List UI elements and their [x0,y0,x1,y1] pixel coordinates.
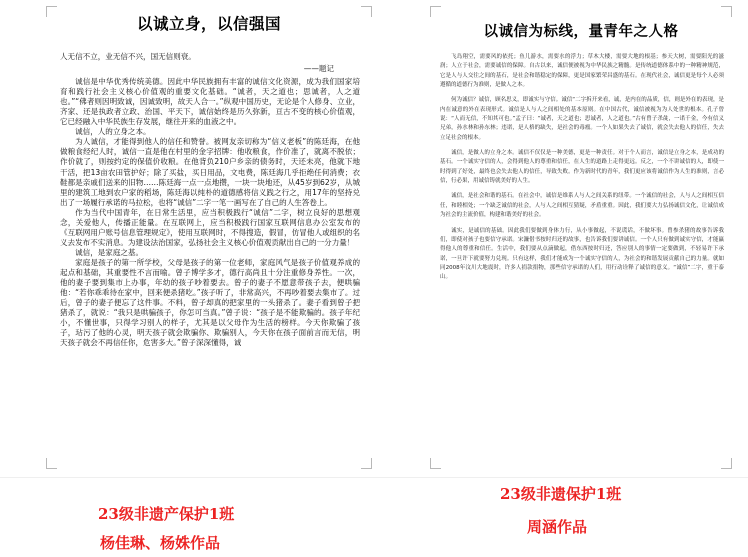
right-essay-title: 以诚信为标线，量青年之人格 [483,24,679,40]
right-essay-paragraph: 诚信，是社会和谐的基石。在社会中，诚信是维系人与人之间关系的纽带。一个诚信的社会，人与人之间相互信任，和睦相处；一个缺乏诚信的社会，人与人之间相互猜疑，矛盾重重。因此，我们要大力弘扬诚信文化，让诚信成为社会的主流价值，构建和谐美好的社会。 [440,193,724,219]
corner-mark [46,6,57,17]
right-essay-paragraph: 诚实，是诚信的基础。因此我们要做到身体力行，从小事做起，不说谎话，不做坏事。曾参杀猪的故事告诉我们，即使对孩子也要信守承诺。宋濂借书按时归还的故事，也告诉我们要讲诚信。一个人只有做到诚实守信，才能赢得他人的尊重和信任。生活中，我们要从点滴做起，借东西按时归还，答应别人的事情一定要做到，不轻易许下承诺，一旦许下就要努力兑现。只有这样，我们才能成为一个诚实守信的人，为社会的和谐发展贡献自己的力量。就如同2008年汶川大地震时，许多人捐款捐物，那些信守承诺的人们，用行动诠释了诚信的意义。“诚信”二字，重于泰山。 [440,227,724,281]
corner-mark [430,458,441,469]
left-essay-body [44,52,374,348]
left-essay-paragraph: 诚信，人的立身之本。 [75,127,151,137]
left-essay-paragraph: 为人诚信，才能得到他人的信任和赞誉。被网友亲切称为“信义老板”的陈廷海，在他做粮食经纪人时，诚信一直是他在村里的金字招牌：他收粮食，作价准了，就离不脱依；作价就了，则按约定的保值价收粮。在他背负210户乡亲的债务时，天还未亮，他就下地干活，把13亩农田管护好；除了买盐，买日用品，文电费，陈廷海几乎拒绝任何消费；衣鞋都是亲戚们送来的旧物……陈廷海一点一点地攒，一块一块地还，从45岁到62岁，从城里的建筑工地到农户家的稻场，陈廷海以纯朴的道德感将信义践之行之，用17年的坚持兑出了一场履行承诺的马拉松，也将“诚信”二字一笔一画写在了自己的人生答卷上。 [60,137,360,207]
corner-mark [361,6,372,17]
corner-mark [430,6,441,17]
left-essay-paragraph: 诚信，是家庭之基。 [75,247,144,257]
corner-mark [721,458,732,469]
right-essay-paragraph: 何为诚信？诚信，顾名思义，即诚实与守信。诚信“二字拆开来看，诚，是内在的品质，信，则是外在的表现，是内在诚意的外在表现形式。诚信是人与人之间相处的基本原则。在中国古代，诚信被视为为人处世的根本。孔子曾说：“人而无信，不知其可也。”孟子曰：“诚者，天之道也；思诚者，人之道也。”古有曾子杀彘，一诺千金，今有信义兄弟，孙水林和孙东林；违诺，是人格的缺失，是社会的毒瘤。一个人如果失去了诚信，就会失去他人的信任，失去立足社会的根本。 [440,97,724,141]
corner-mark [721,6,732,17]
corner-mark [46,458,57,469]
left-author-caption: 杨佳琳、杨姝作品 [100,534,221,552]
right-essay-page [428,0,734,475]
left-essay-quote-source: ——题记 [303,64,334,74]
left-essay-paragraph: 诚信是中华优秀传统美德。因此中华民族拥有丰富的诚信文化资源，成为我们国家培育和践行社会主义核心价值观的重要文化基础。“诚者，天之道也；思诚者，人之道也。”“佛者则因明致诚，因诚致明，故天人合一。”纵观中国历史，无论是个人修身、立业，齐家、还是执政者立政、治国、平天下，诚信始终是历久弥新，亘古不变的核心价值观，它已经融入中华民族生存发展，继往开来的血液之中。 [60,77,360,127]
corner-mark [361,458,372,469]
left-essay-title: 以诚立身，以信强国 [136,15,281,33]
left-essay-page [44,0,374,475]
left-essay-quote: 人无信不立，业无信不兴，国无信则衰。 [60,52,196,61]
right-author-caption: 周涵作品 [527,518,588,536]
right-class-caption: 23级非遗保护1班 [500,485,622,503]
left-essay-paragraph: 作为当代中国青年，在日常生活里，应当积极践行“诚信”二字，树立良好的思想观念，关爱他人，传播正能量。在互联网上，应当积极践行国家互联网信息办公室发布的《互联网用户账号信息管理规定》，使用互联网时，不得搜造，假冒，仿冒他人或组织的名义去发布不实消息。为建设法治国家，弘扬社会主义核心价值观贡献出自己的一分力量！ [60,207,360,247]
right-essay-paragraph: 飞岛翔空，需要风的依托；鱼儿游水，需要水的浮力；草木大楼，需要大地的根基；参天大树，需要阳光的滋润；人立于社会，需要诚信的保障。自古以来，诚信便被视为中华民族之精髓。是传统道德体系中的一种精神规范，它是人与人交往之间的基石，是社会和谐稳定的保障，更是国家繁荣昌盛的基石。在现代社会，诚信更是每个人必须遵循的道德行为准则，是做人之本。 [440,54,724,89]
right-essay-paragraph: 诚信，是做人的立身之本。诚信不仅仅是一种美德，更是一种责任。对于个人而言，诚信是立身之本，是成功的基石。一个诚实守信的人，会得到他人的尊重和信任，在人生的道路上走得更远。反之，一个不讲诚信的人，即使一时得到了好处，最终也会失去他人的信任，导致失败。作为新时代的青年，我们更应该将诚信作为人生的准则，言必信，行必果，用诚信铸就美好的人生。 [440,150,724,185]
bottom-divider [0,477,748,478]
left-essay-paragraph: 家庭是孩子的第一所学校，父母是孩子的第一位老师，家庭风气是孩子价值观养成的起点和基础，其重要性不言而喻。曾子博学多才，德行高尚且十分注重修身养性。一次，他的妻子要到集市上办事，年幼的孩子吵着要去。曾子的妻子不愿意带孩子去，便哄骗他：“若你乖乖待在家中，回来便杀猪吃。”孩子听了，非常高兴，不再吵着要去集市了。过后，曾子的妻子便忘了这件事。不料，曾子却真的把家里的一头猪杀了。妻子看到曾子把猪杀了，就说：“我只是哄骗孩子，你怎可当真。”曾子说：“孩子是不能欺骗的。孩子年纪小，不懂世事，只得学习别人的样子，尤其是以父母作为生活的榜样。今天你欺骗了孩子，玷污了他的心灵，明天孩子就会欺骗你、欺骗别人，今天你在孩子面前言而无信，明天孩子就会不再信任你，危害多大。”曾子深深懂得，诚 [60,257,360,348]
right-essay-body [428,53,734,283]
left-class-caption: 23级非遗产保护1班 [98,505,235,523]
